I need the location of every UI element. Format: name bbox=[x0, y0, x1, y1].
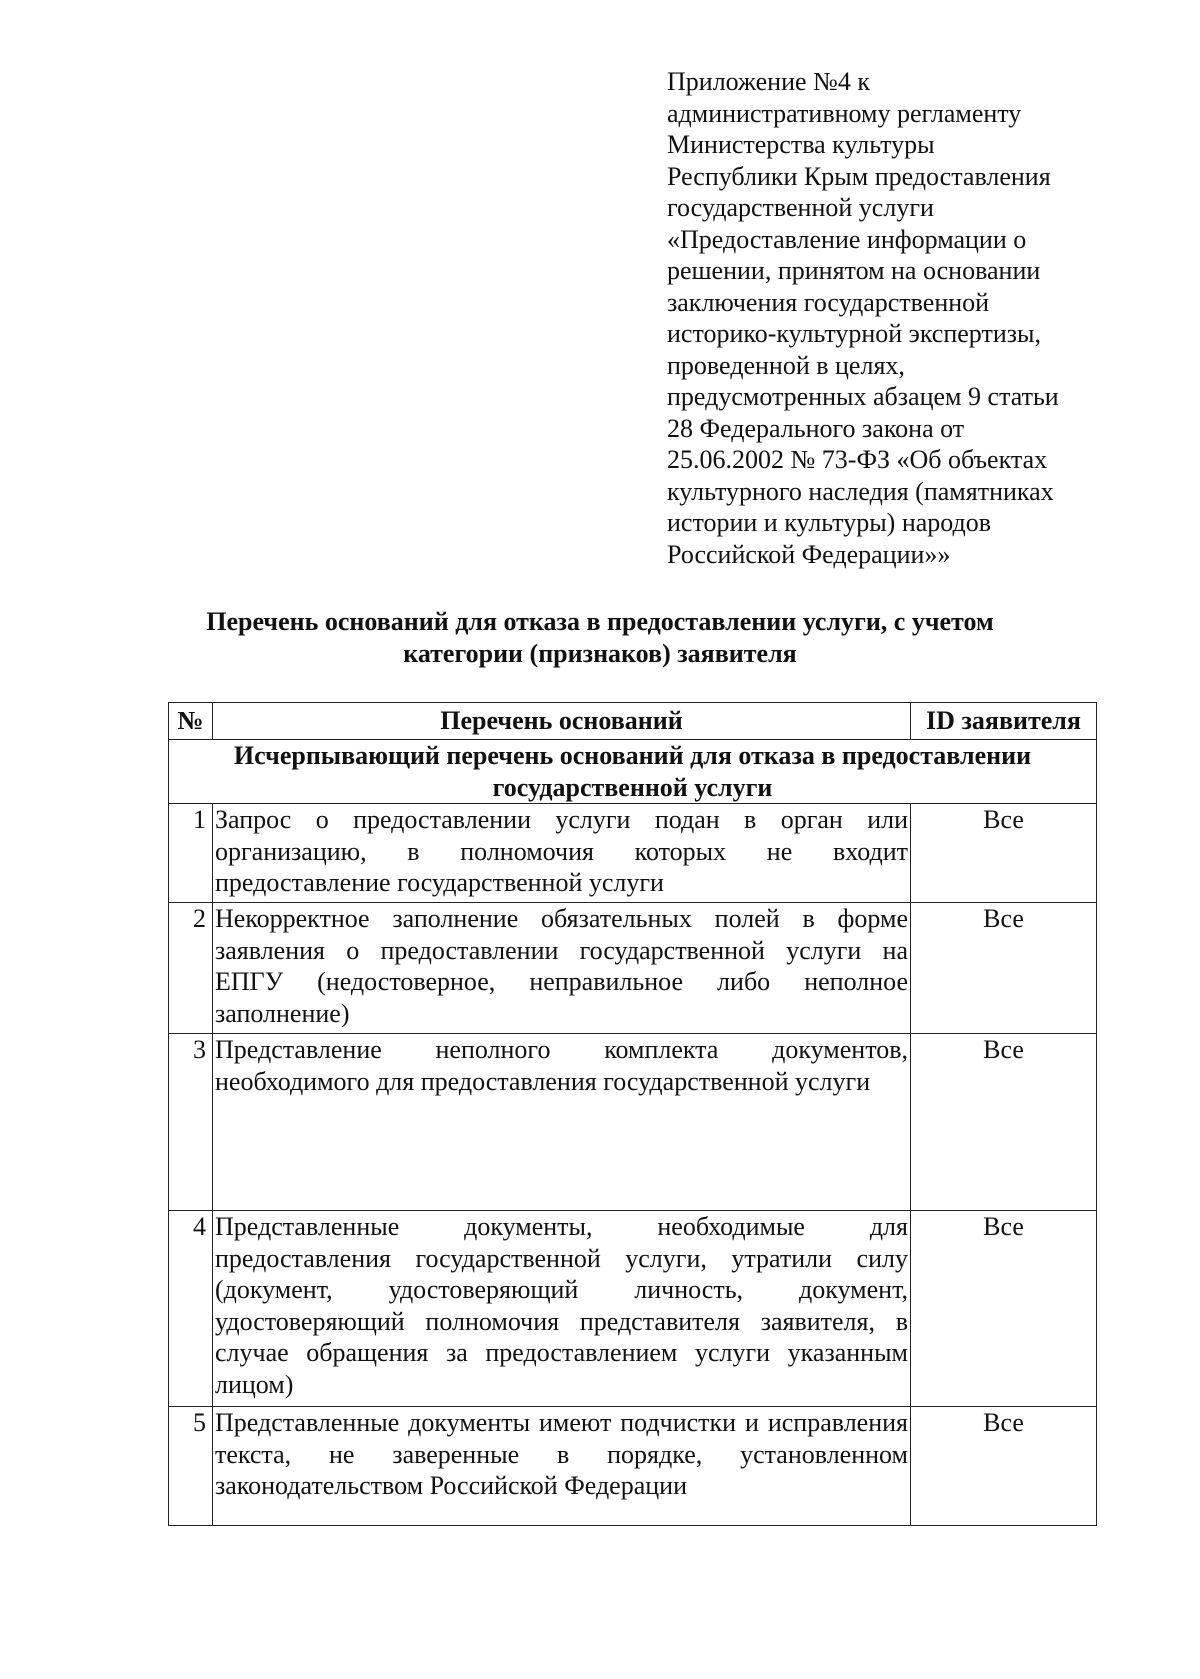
section-heading: Исчерпывающий перечень оснований для отказа в предоставлении государственной услуги bbox=[169, 740, 1097, 804]
table-row bbox=[169, 1407, 1097, 1526]
row-applicant-id: Все bbox=[911, 1407, 1097, 1526]
row-number: 3 bbox=[169, 1034, 213, 1211]
row-ground-text: Представленные документы имеют подчистки и исправления текста, не заверенные в порядке, установленном законодательством Российской Федерации bbox=[213, 1407, 911, 1526]
row-ground-text: Некорректное заполнение обязательных полей в форме заявления о предоставлении государственной услуги на ЕПГУ (недостоверное, неправильное либо неполное заполнение) bbox=[213, 903, 911, 1034]
table-row bbox=[169, 804, 1097, 903]
row-applicant-id: Все bbox=[911, 804, 1097, 903]
row-number: 5 bbox=[169, 1407, 213, 1526]
row-ground-text: Представленные документы, необходимые для предоставления государственной услуги, утратили силу (документ, удостоверяющий личность, документ, удостоверяющий полномочия представителя заявителя, в случае обращения за предоставлением услуги указанным лицом) bbox=[213, 1211, 911, 1407]
table-row bbox=[169, 1034, 1097, 1211]
row-ground-text: Запрос о предоставлении услуги подан в орган или организацию, в полномочия которых не входит предоставление государственной услуги bbox=[213, 804, 911, 903]
header-number: № bbox=[169, 703, 213, 740]
section-row bbox=[169, 740, 1097, 804]
row-applicant-id: Все bbox=[911, 903, 1097, 1034]
row-number: 1 bbox=[169, 804, 213, 903]
header-applicant-id: ID заявителя bbox=[911, 703, 1097, 740]
table-header-row bbox=[169, 703, 1097, 740]
row-ground-text: Представление неполного комплекта документов, необходимого для предоставления государственной услуги bbox=[213, 1034, 911, 1211]
table-row bbox=[169, 1211, 1097, 1407]
row-applicant-id: Все bbox=[911, 1034, 1097, 1211]
header-grounds: Перечень оснований bbox=[213, 703, 911, 740]
row-number: 4 bbox=[169, 1211, 213, 1407]
document-title: Перечень оснований для отказа в предоставлении услуги, с учетом категории (признаков) заявителя bbox=[206, 607, 994, 668]
table-row bbox=[169, 903, 1097, 1034]
appendix-note: Приложение №4 к административному регламенту Министерства культуры Республики Крым предоставления государственной услуги «Предоставление информации о решении, принятом на основании заключения государственной историко-культурной экспертизы, проведенной в целях, предусмотренных абзацем 9 статьи 28 Федерального закона от 25.06.2002 № 73-ФЗ «Об объектах культурного наследия (памятниках истории и культуры) народов Российской Федерации»» bbox=[667, 67, 1059, 569]
row-number: 2 bbox=[169, 903, 213, 1034]
row-applicant-id: Все bbox=[911, 1211, 1097, 1407]
refusal-grounds-table bbox=[168, 702, 1097, 1526]
